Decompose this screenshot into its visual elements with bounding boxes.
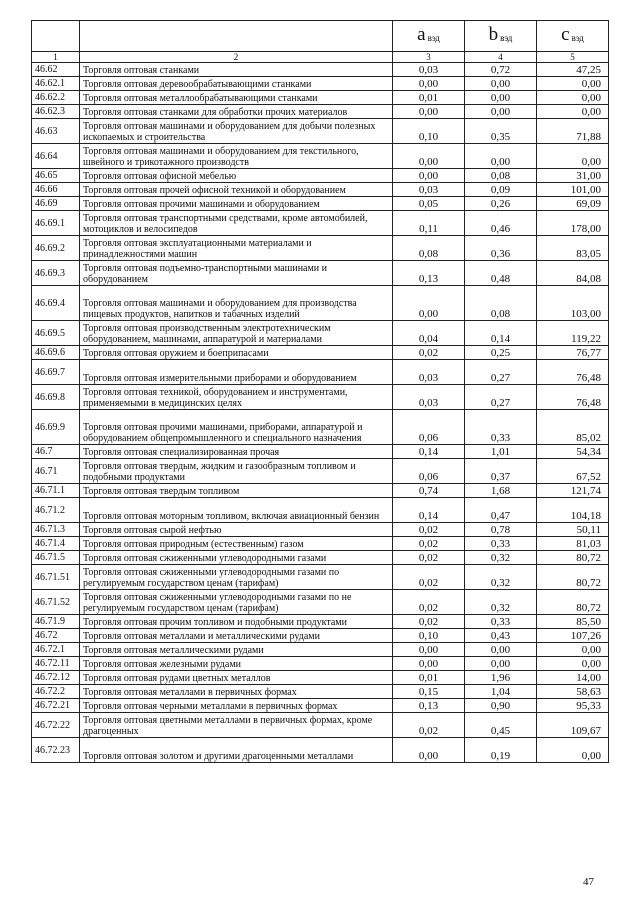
row-value-b: 1,68 [465, 484, 537, 498]
header-row [32, 21, 609, 52]
table-row [32, 346, 609, 360]
row-value-b: 0,47 [465, 498, 537, 523]
row-name: Торговля оптовая прочими машинами, приборами, аппаратурой и оборудованием общепромышленного и специального назначения [80, 410, 393, 445]
row-value-c: 119,22 [537, 321, 609, 346]
row-name: Торговля оптовая производственным электротехническим оборудованием, машинами, аппаратурой и материалами [80, 321, 393, 346]
row-value-c: 85,50 [537, 615, 609, 629]
row-value-a: 0,13 [393, 261, 465, 286]
row-value-a: 0,14 [393, 445, 465, 459]
row-value-a: 0,14 [393, 498, 465, 523]
header-code [32, 21, 80, 52]
row-value-a: 0,04 [393, 321, 465, 346]
row-code: 46.71.51 [32, 565, 80, 590]
row-value-b: 1,96 [465, 671, 537, 685]
row-code: 46.69.2 [32, 236, 80, 261]
row-value-b: 0,19 [465, 738, 537, 763]
row-value-a: 0,00 [393, 105, 465, 119]
table-row [32, 523, 609, 537]
row-value-c: 80,72 [537, 590, 609, 615]
row-name: Торговля оптовая цветными металлами в первичных формах, кроме драгоценных [80, 713, 393, 738]
row-value-a: 0,02 [393, 551, 465, 565]
table-row [32, 105, 609, 119]
row-value-b: 0,35 [465, 119, 537, 144]
row-value-a: 0,10 [393, 629, 465, 643]
row-name: Торговля оптовая машинами и оборудованием для добычи полезных ископаемых и строительства [80, 119, 393, 144]
row-value-a: 0,02 [393, 713, 465, 738]
table-row [32, 459, 609, 484]
row-value-c: 95,33 [537, 699, 609, 713]
row-value-b: 0,46 [465, 211, 537, 236]
row-name: Торговля оптовая машинами и оборудованием для производства пищевых продуктов, напитков и табачных изделий [80, 286, 393, 321]
row-value-b: 0,08 [465, 286, 537, 321]
row-value-a: 0,01 [393, 671, 465, 685]
row-code: 46.71.3 [32, 523, 80, 537]
row-value-c: 109,67 [537, 713, 609, 738]
row-name: Торговля оптовая природным (естественным) газом [80, 537, 393, 551]
table-row [32, 63, 609, 77]
row-code: 46.64 [32, 144, 80, 169]
row-value-a: 0,00 [393, 77, 465, 91]
row-value-b: 0,32 [465, 551, 537, 565]
row-code: 46.71.5 [32, 551, 80, 565]
row-code: 46.69.3 [32, 261, 80, 286]
row-code: 46.71.2 [32, 498, 80, 523]
row-value-a: 0,02 [393, 615, 465, 629]
table-row [32, 119, 609, 144]
row-value-a: 0,03 [393, 183, 465, 197]
table-row [32, 590, 609, 615]
row-value-c: 0,00 [537, 657, 609, 671]
row-value-a: 0,06 [393, 459, 465, 484]
row-value-c: 0,00 [537, 77, 609, 91]
row-code: 46.62.2 [32, 91, 80, 105]
row-code: 46.69.9 [32, 410, 80, 445]
table-row [32, 445, 609, 459]
row-name: Торговля оптовая сырой нефтью [80, 523, 393, 537]
row-code: 46.72.11 [32, 657, 80, 671]
column-number: 2 [80, 52, 393, 63]
row-value-b: 0,14 [465, 321, 537, 346]
data-table [31, 20, 609, 763]
header-a: a $_{вэд}$ [393, 21, 465, 52]
row-value-c: 71,88 [537, 119, 609, 144]
column-number: 1 [32, 52, 80, 63]
row-value-b: 0,00 [465, 643, 537, 657]
row-value-b: 0,26 [465, 197, 537, 211]
row-value-b: 0,43 [465, 629, 537, 643]
row-name: Торговля оптовая эксплуатационными материалами и принадлежностями машин [80, 236, 393, 261]
row-value-c: 107,26 [537, 629, 609, 643]
row-value-c: 67,52 [537, 459, 609, 484]
row-name: Торговля оптовая сжиженными углеводородными газами [80, 551, 393, 565]
row-code: 46.72.21 [32, 699, 80, 713]
table-row [32, 236, 609, 261]
row-value-c: 85,02 [537, 410, 609, 445]
row-value-c: 76,48 [537, 360, 609, 385]
row-value-b: 0,72 [465, 63, 537, 77]
row-code: 46.62.1 [32, 77, 80, 91]
row-name: Торговля оптовая прочей офисной техникой и оборудованием [80, 183, 393, 197]
row-value-a: 0,03 [393, 63, 465, 77]
row-value-a: 0,10 [393, 119, 465, 144]
table-row [32, 551, 609, 565]
table-row [32, 484, 609, 498]
table-row [32, 169, 609, 183]
table-row [32, 671, 609, 685]
row-value-c: 103,00 [537, 286, 609, 321]
row-code: 46.72.23 [32, 738, 80, 763]
row-name: Торговля оптовая прочими машинами и оборудованием [80, 197, 393, 211]
row-name: Торговля оптовая металлами и металлическими рудами [80, 629, 393, 643]
row-code: 46.66 [32, 183, 80, 197]
row-name: Торговля оптовая подъемно-транспортными машинами и оборудованием [80, 261, 393, 286]
row-value-b: 0,27 [465, 360, 537, 385]
row-value-b: 0,48 [465, 261, 537, 286]
column-number: 4 [465, 52, 537, 63]
table-row [32, 615, 609, 629]
row-value-a: 0,02 [393, 346, 465, 360]
row-value-c: 83,05 [537, 236, 609, 261]
row-name: Торговля оптовая сжиженными углеводородными газами по регулируемым государством ценам (тарифам) [80, 565, 393, 590]
row-value-b: 0,37 [465, 459, 537, 484]
row-value-c: 54,34 [537, 445, 609, 459]
row-value-a: 0,06 [393, 410, 465, 445]
row-name: Торговля оптовая железными рудами [80, 657, 393, 671]
row-code: 46.72 [32, 629, 80, 643]
row-value-a: 0,13 [393, 699, 465, 713]
row-name: Торговля оптовая моторным топливом, включая авиационный бензин [80, 498, 393, 523]
row-value-a: 0,02 [393, 590, 465, 615]
row-value-c: 0,00 [537, 91, 609, 105]
row-value-a: 0,00 [393, 169, 465, 183]
row-value-b: 0,08 [465, 169, 537, 183]
table-row [32, 261, 609, 286]
row-name: Торговля оптовая металлообрабатывающими станками [80, 91, 393, 105]
row-value-b: 0,09 [465, 183, 537, 197]
page-number: 47 [583, 876, 594, 888]
row-value-c: 104,18 [537, 498, 609, 523]
table-row [32, 91, 609, 105]
row-code: 46.65 [32, 169, 80, 183]
column-number: 3 [393, 52, 465, 63]
table-row [32, 657, 609, 671]
row-code: 46.69.6 [32, 346, 80, 360]
table-row [32, 699, 609, 713]
row-value-c: 76,77 [537, 346, 609, 360]
row-name: Торговля оптовая металлами в первичных формах [80, 685, 393, 699]
row-value-c: 76,48 [537, 385, 609, 410]
row-value-b: 0,00 [465, 657, 537, 671]
row-name: Торговля оптовая оружием и боеприпасами [80, 346, 393, 360]
row-name: Торговля оптовая офисной мебелью [80, 169, 393, 183]
row-value-a: 0,01 [393, 91, 465, 105]
row-name: Торговля оптовая твердым, жидким и газообразным топливом и подобными продуктами [80, 459, 393, 484]
row-name: Торговля оптовая золотом и другими драгоценными металлами [80, 738, 393, 763]
row-code: 46.71.4 [32, 537, 80, 551]
row-name: Торговля оптовая измерительными приборами и оборудованием [80, 360, 393, 385]
row-name: Торговля оптовая транспортными средствами, кроме автомобилей, мотоциклов и велосипедов [80, 211, 393, 236]
row-value-c: 58,63 [537, 685, 609, 699]
table-row [32, 685, 609, 699]
row-code: 46.72.22 [32, 713, 80, 738]
row-code: 46.62 [32, 63, 80, 77]
table-row [32, 183, 609, 197]
row-value-c: 0,00 [537, 738, 609, 763]
row-value-a: 0,00 [393, 286, 465, 321]
table-row [32, 286, 609, 321]
row-value-c: 69,09 [537, 197, 609, 211]
row-code: 46.71.52 [32, 590, 80, 615]
row-value-c: 0,00 [537, 643, 609, 657]
row-code: 46.69.1 [32, 211, 80, 236]
row-value-c: 14,00 [537, 671, 609, 685]
row-value-b: 0,32 [465, 565, 537, 590]
column-number: 5 [537, 52, 609, 63]
row-value-b: 1,01 [465, 445, 537, 459]
row-name: Торговля оптовая деревообрабатывающими станками [80, 77, 393, 91]
row-name: Торговля оптовая станками [80, 63, 393, 77]
row-value-a: 0,00 [393, 144, 465, 169]
row-name: Торговля оптовая специализированная прочая [80, 445, 393, 459]
row-value-b: 0,90 [465, 699, 537, 713]
row-value-b: 0,33 [465, 410, 537, 445]
row-code: 46.71.1 [32, 484, 80, 498]
row-value-b: 0,00 [465, 105, 537, 119]
row-code: 46.69.5 [32, 321, 80, 346]
header-b: b $_{вэд}$ [465, 21, 537, 52]
row-name: Торговля оптовая техникой, оборудованием и инструментами, применяемыми в медицинских целях [80, 385, 393, 410]
row-value-c: 101,00 [537, 183, 609, 197]
row-value-c: 50,11 [537, 523, 609, 537]
table-row [32, 321, 609, 346]
header-name [80, 21, 393, 52]
row-value-a: 0,02 [393, 537, 465, 551]
row-value-b: 0,36 [465, 236, 537, 261]
row-value-c: 80,72 [537, 551, 609, 565]
row-value-b: 0,45 [465, 713, 537, 738]
row-value-c: 178,00 [537, 211, 609, 236]
row-value-b: 1,04 [465, 685, 537, 699]
row-value-c: 0,00 [537, 105, 609, 119]
table-row [32, 738, 609, 763]
row-value-a: 0,02 [393, 523, 465, 537]
row-value-b: 0,00 [465, 144, 537, 169]
row-value-c: 81,03 [537, 537, 609, 551]
row-code: 46.69.8 [32, 385, 80, 410]
row-value-c: 31,00 [537, 169, 609, 183]
table-row [32, 211, 609, 236]
row-code: 46.72.12 [32, 671, 80, 685]
column-number-row [32, 52, 609, 63]
table-row [32, 385, 609, 410]
table-row [32, 144, 609, 169]
row-code: 46.71 [32, 459, 80, 484]
row-code: 46.72.1 [32, 643, 80, 657]
row-value-b: 0,25 [465, 346, 537, 360]
table-row [32, 360, 609, 385]
row-code: 46.69 [32, 197, 80, 211]
row-code: 46.7 [32, 445, 80, 459]
row-value-a: 0,15 [393, 685, 465, 699]
table-row [32, 410, 609, 445]
table-row [32, 629, 609, 643]
table-row [32, 498, 609, 523]
row-name: Торговля оптовая рудами цветных металлов [80, 671, 393, 685]
row-value-a: 0,74 [393, 484, 465, 498]
row-code: 46.63 [32, 119, 80, 144]
table-row [32, 197, 609, 211]
row-value-b: 0,33 [465, 537, 537, 551]
row-code: 46.69.7 [32, 360, 80, 385]
row-name: Торговля оптовая станками для обработки прочих материалов [80, 105, 393, 119]
row-value-c: 121,74 [537, 484, 609, 498]
row-code: 46.71.9 [32, 615, 80, 629]
table-row [32, 643, 609, 657]
row-name: Торговля оптовая прочим топливом и подобными продуктами [80, 615, 393, 629]
row-value-c: 47,25 [537, 63, 609, 77]
table-row [32, 713, 609, 738]
row-name: Торговля оптовая сжиженными углеводородными газами по не регулируемым государством ценам (тарифам) [80, 590, 393, 615]
row-value-b: 0,32 [465, 590, 537, 615]
table-row [32, 537, 609, 551]
row-value-c: 0,00 [537, 144, 609, 169]
row-value-a: 0,00 [393, 738, 465, 763]
row-value-b: 0,00 [465, 77, 537, 91]
row-value-c: 84,08 [537, 261, 609, 286]
row-value-a: 0,11 [393, 211, 465, 236]
row-name: Торговля оптовая металлическими рудами [80, 643, 393, 657]
row-name: Торговля оптовая твердым топливом [80, 484, 393, 498]
header-c: c $_{вэд}$ [537, 21, 609, 52]
row-value-a: 0,03 [393, 385, 465, 410]
row-value-c: 80,72 [537, 565, 609, 590]
document-sheet [31, 20, 608, 763]
row-value-a: 0,03 [393, 360, 465, 385]
row-value-a: 0,00 [393, 657, 465, 671]
row-code: 46.72.2 [32, 685, 80, 699]
row-value-b: 0,78 [465, 523, 537, 537]
row-value-b: 0,27 [465, 385, 537, 410]
row-value-a: 0,08 [393, 236, 465, 261]
row-value-a: 0,00 [393, 643, 465, 657]
row-value-b: 0,00 [465, 91, 537, 105]
row-value-b: 0,33 [465, 615, 537, 629]
table-row [32, 77, 609, 91]
row-name: Торговля оптовая машинами и оборудованием для текстильного, швейного и трикотажного производств [80, 144, 393, 169]
row-code: 46.69.4 [32, 286, 80, 321]
row-value-a: 0,05 [393, 197, 465, 211]
row-name: Торговля оптовая черными металлами в первичных формах [80, 699, 393, 713]
row-value-a: 0,02 [393, 565, 465, 590]
row-code: 46.62.3 [32, 105, 80, 119]
table-row [32, 565, 609, 590]
